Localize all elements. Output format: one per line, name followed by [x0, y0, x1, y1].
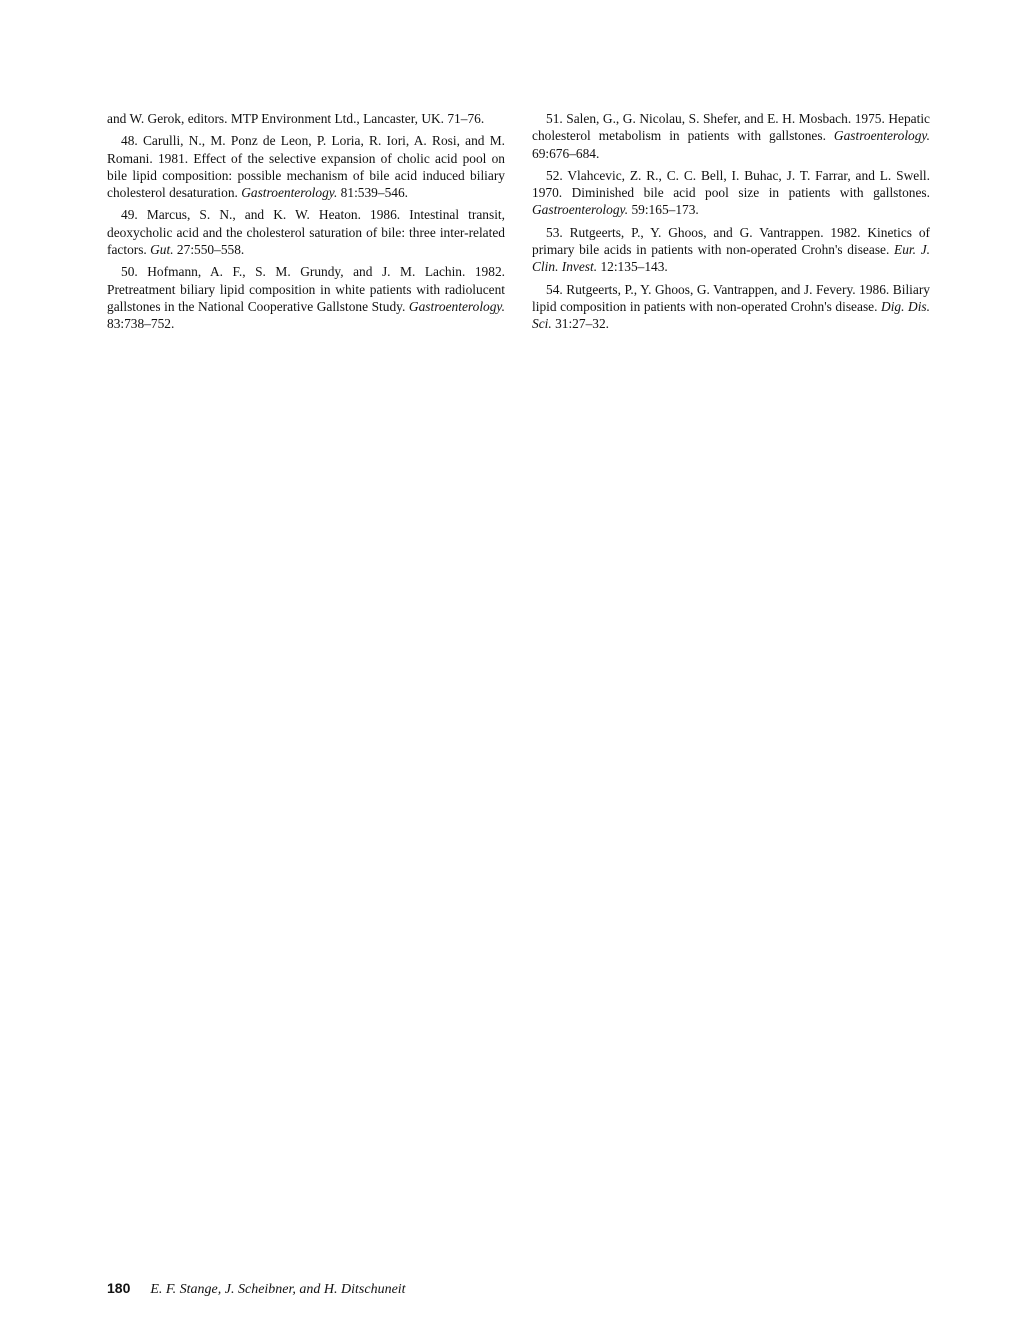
- running-author-line: E. F. Stange, J. Scheibner, and H. Ditschuneit: [150, 1282, 406, 1297]
- reference-entry: [107, 132, 505, 201]
- page-footer: [107, 1279, 406, 1299]
- reference-entry: [532, 110, 930, 162]
- journal-title: Eur. J. Clin. Invest.: [532, 242, 930, 275]
- reference-text: 59:165–173.: [628, 202, 699, 218]
- reference-text: 83:738–752.: [107, 316, 175, 332]
- reference-text: 81:539–546.: [337, 185, 409, 201]
- journal-title: Gastroenterology.: [408, 298, 505, 314]
- reference-text: 48. Carulli, N., M. Ponz de Leon, P. Loria, R. Iori, A. Rosi, and M. Romani. 1981. Effect of the selective expansion of cholic acid pool on bile lipid composition: possible mechanism of bile acid induced biliary cholesterol desaturation.: [107, 133, 505, 201]
- page-number: 180: [107, 1280, 131, 1296]
- journal-title: Gastroenterology.: [833, 128, 930, 144]
- journal-title: Gastroenterology.: [532, 202, 629, 218]
- references-right-column: [532, 110, 930, 338]
- journal-title: Gut.: [150, 242, 174, 258]
- journal-title: Dig. Dis. Sci.: [532, 298, 930, 332]
- reference-text: 52. Vlahcevic, Z. R., C. C. Bell, I. Buhac, J. T. Farrar, and L. Swell. 1970. Diminished bile acid pool size in patients with gallstones.: [532, 167, 930, 201]
- reference-text: 53. Rutgeerts, P., Y. Ghoos, and G. Vantrappen. 1982. Kinetics of primary bile acids in patients with non-operated Crohn's disease.: [532, 224, 930, 258]
- journal-title: Gastroenterology.: [241, 185, 338, 201]
- reference-text: 54. Rutgeerts, P., Y. Ghoos, G. Vantrappen, and J. Fevery. 1986. Biliary lipid composition in patients with non-operated Crohn's disease.: [532, 281, 930, 314]
- reference-entry: [532, 224, 930, 276]
- reference-text: 50. Hofmann, A. F., S. M. Grundy, and J. M. Lachin. 1982. Pretreatment biliary lipid composition in white patients with radiolucent gallstones in the National Cooperative Gallstone Study.: [107, 264, 505, 314]
- reference-text: 12:135–143.: [597, 259, 668, 275]
- reference-text: 31:27–32.: [551, 316, 610, 332]
- reference-text: 27:550–558.: [173, 242, 245, 258]
- reference-entry: [532, 281, 930, 333]
- reference-text: 69:676–684.: [532, 145, 600, 161]
- reference-entry: [107, 110, 505, 127]
- reference-entry: [107, 263, 505, 332]
- references-left-column: [107, 110, 505, 338]
- reference-text: 51. Salen, G., G. Nicolau, S. Shefer, and E. H. Mosbach. 1975. Hepatic cholesterol metabolism in patients with gallstones.: [532, 111, 930, 144]
- reference-text: 49. Marcus, S. N., and K. W. Heaton. 1986. Intestinal transit, deoxycholic acid and the cholesterol saturation of bile: three inter-related factors.: [107, 207, 505, 258]
- reference-entry: [532, 167, 930, 219]
- reference-entry: [107, 206, 505, 258]
- reference-text: and W. Gerok, editors. MTP Environment Ltd., Lancaster, UK. 71–76.: [107, 111, 485, 126]
